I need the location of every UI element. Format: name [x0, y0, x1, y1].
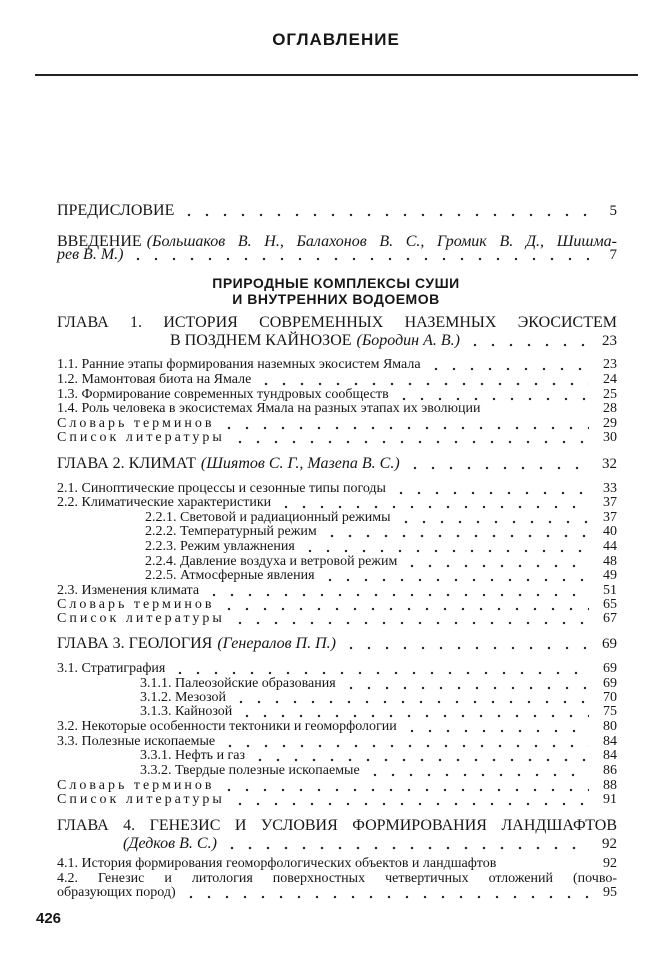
toc-entry-title: 2.2.1. Световой и радиационный режимы — [145, 510, 391, 525]
toc-entry-title: Словарь терминов — [57, 597, 215, 612]
toc-entry-title: 2.2.5. Атмосферные явления — [145, 568, 315, 583]
toc-entry-page: 30 — [603, 430, 617, 445]
toc-entry — [170, 332, 617, 350]
toc-entry-page: 67 — [603, 611, 617, 626]
toc-entry-title: Список литературы — [57, 430, 225, 445]
toc-entry — [57, 314, 617, 332]
section-heading-line-1: ПРИРОДНЫЕ КОМПЛЕКСЫ СУШИ — [212, 275, 460, 291]
toc-entry — [140, 748, 617, 764]
dot-leader — [323, 534, 589, 538]
toc-entry-page: 7 — [609, 247, 617, 263]
toc-entry-page: 92 — [603, 856, 617, 871]
dot-leader — [231, 621, 589, 625]
toc-entry-page: 24 — [603, 372, 617, 387]
dot-leader — [223, 846, 589, 850]
toc-entry-title: 1.2. Мамонтовая биота на Ямале — [57, 372, 252, 387]
toc-entry-title: ГЛАВА 3. ГЕОЛОГИЯ — [57, 635, 213, 652]
toc-entry-page: 48 — [603, 554, 617, 569]
toc-entry-page: 51 — [603, 583, 617, 598]
toc-entry-title: образующих пород) — [57, 885, 176, 900]
toc-entry — [57, 430, 617, 446]
dot-leader — [466, 343, 589, 347]
toc-entry-title: 1.1. Ранние этапы формирования наземных экосистем Ямала — [57, 357, 421, 372]
toc-entry-page: 69 — [603, 676, 617, 691]
toc-entry — [145, 524, 617, 540]
toc-entry-page: 44 — [603, 539, 617, 554]
toc-entry — [145, 568, 617, 584]
toc-entry-authors: (Бородин А. В.) — [356, 332, 460, 349]
toc-entry-page: 23 — [602, 333, 617, 349]
toc-entry — [57, 885, 617, 901]
toc-entry-page: 32 — [602, 456, 617, 472]
dot-leader — [277, 505, 589, 509]
toc-entry-title: 1.3. Формирование современных тундровых сообществ — [57, 387, 389, 402]
toc-entry — [57, 856, 617, 872]
toc-entry-page: 88 — [603, 778, 617, 793]
toc-entry-page: 69 — [602, 636, 617, 652]
toc-entry-title: 2.2.2. Температурный режим — [145, 524, 317, 539]
toc-entry-title: 2.3. Изменения климата — [57, 583, 200, 598]
toc-entry — [57, 661, 617, 677]
toc-entry-title: 3.1. Стратиграфия — [57, 661, 166, 676]
toc-entry-page: 5 — [609, 203, 617, 219]
toc-entry-page: 25 — [603, 387, 617, 402]
toc-entry-page: 23 — [603, 357, 617, 372]
dot-leader — [342, 646, 589, 650]
toc-entry-page: 84 — [603, 748, 617, 763]
toc-entry — [140, 763, 617, 779]
toc-entry — [57, 635, 617, 653]
dot-leader — [257, 382, 589, 386]
toc-entry — [123, 835, 617, 853]
toc-entry-title: 3.1.2. Мезозой — [140, 690, 227, 705]
toc-entry-title: 2.2.4. Давление воздуха и ветровой режим — [145, 554, 398, 569]
dot-leader — [238, 714, 589, 718]
toc-entry-page: 86 — [603, 763, 617, 778]
toc-entry — [57, 401, 617, 417]
toc-entry-page: 80 — [603, 719, 617, 734]
toc-entry-page: 84 — [603, 734, 617, 749]
toc-entry-page: 28 — [603, 401, 617, 416]
dot-leader — [231, 440, 589, 444]
toc-entry — [57, 495, 617, 511]
toc-entry-title: ПРЕДИСЛОВИЕ — [57, 202, 175, 219]
toc-entry — [57, 357, 617, 373]
toc-entry-page: 65 — [603, 597, 617, 612]
toc-entry-title: 2.1. Синоптические процессы и сезонные типы погоды — [57, 481, 386, 496]
toc-entry-authors: (Шиятов С. Г., Мазепа В. С.) — [200, 455, 400, 472]
toc-entry-page: 91 — [603, 792, 617, 807]
toc-entry-title: 3.1.1. Палеозойские образования — [140, 676, 336, 691]
page-title: ОГЛАВЛЕНИЕ — [272, 30, 400, 49]
toc-entry-title: Словарь терминов — [57, 416, 215, 431]
dot-leader — [171, 671, 589, 675]
toc-entry-authors: (Генералов П. П.) — [217, 635, 336, 652]
dot-leader — [231, 802, 589, 806]
toc-entry-page: 69 — [603, 661, 617, 676]
toc-entry-title: 3.3.2. Твердые полезные ископаемые — [140, 763, 360, 778]
dot-leader — [427, 367, 589, 371]
toc-entry-page: 37 — [603, 495, 617, 510]
section-heading-line-2: И ВНУТРЕННИХ ВОДОЕМОВ — [232, 291, 440, 307]
toc-entry — [57, 817, 617, 835]
toc-entry-title: 4.1. История формирования геоморфологических объектов и ландшафтов — [57, 856, 497, 871]
toc-entry-title: 2.2.3. Режим увлажнения — [145, 539, 295, 554]
toc-entry — [57, 246, 617, 264]
toc-entry-page: 95 — [603, 885, 617, 900]
toc-entry-authors: рев В. М.) — [57, 246, 124, 263]
dot-leader — [406, 466, 589, 470]
dot-leader — [321, 578, 589, 582]
toc-entry — [57, 792, 617, 808]
toc-entry-page: 29 — [603, 416, 617, 431]
dot-leader — [403, 729, 589, 733]
toc-entry-title: Список литературы — [57, 792, 225, 807]
toc-entry-page: 37 — [603, 510, 617, 525]
dot-leader — [180, 213, 589, 217]
toc-entry-page: 33 — [603, 481, 617, 496]
toc-entry-page: 75 — [603, 704, 617, 719]
toc-entry-title: 1.4. Роль человека в экосистемах Ямала на разных этапах их эволюции — [57, 401, 481, 416]
dot-leader — [129, 257, 589, 261]
title-rule — [35, 74, 638, 76]
dot-leader — [182, 895, 589, 899]
toc-entry-page: 40 — [603, 524, 617, 539]
toc-entry-title: Список литературы — [57, 611, 225, 626]
toc-entry-title: 2.2. Климатические характеристики — [57, 495, 272, 510]
toc-entry-page: 92 — [602, 836, 617, 852]
toc-entry-title: ГЛАВА 4. ГЕНЕЗИС И УСЛОВИЯ ФОРМИРОВАНИЯ ЛАНДШАФТОВ — [57, 817, 617, 834]
toc-entry-title: ГЛАВА 2. КЛИМАТ — [57, 455, 196, 472]
toc-entry-title: ГЛАВА 1. ИСТОРИЯ СОВРЕМЕННЫХ НАЗЕМНЫХ ЭКОСИСТЕМ — [57, 314, 617, 331]
toc-entry-authors: (Дедков В. С.) — [123, 835, 217, 852]
toc-entry-title: Словарь терминов — [57, 778, 215, 793]
toc-entry — [57, 719, 617, 735]
toc-entry-authors: (Большаков В. Н., Балахонов В. С., Громик В. Д., Шишма- — [146, 233, 617, 250]
toc-entry-title: 4.2. Генезис и литология поверхностных четвертичных отложений (почво- — [57, 871, 617, 886]
toc-entry — [140, 704, 617, 720]
toc-entry — [57, 611, 617, 627]
toc-entry-title: ВВЕДЕНИЕ — [57, 233, 142, 250]
toc-entry — [57, 372, 617, 388]
toc-entry-title: 3.3.1. Нефть и газ — [140, 748, 246, 763]
toc-entry-page: 70 — [603, 690, 617, 705]
toc-entry-title: В ПОЗДНЕМ КАЙНОЗОЕ — [170, 332, 352, 349]
dot-leader — [251, 758, 589, 762]
toc-entry — [145, 539, 617, 555]
toc-entry — [57, 455, 617, 473]
toc-entry — [57, 202, 617, 220]
toc-entry-title: 3.3. Полезные ископаемые — [57, 734, 216, 749]
toc-entry-title: 3.1.3. Кайнозой — [140, 704, 233, 719]
toc-entry-page: 49 — [603, 568, 617, 583]
dot-leader — [366, 773, 589, 777]
page-number: 426 — [36, 910, 62, 927]
toc-entry-title: 3.2. Некоторые особенности тектоники и геоморфологии — [57, 719, 397, 734]
dot-leader — [301, 549, 589, 553]
